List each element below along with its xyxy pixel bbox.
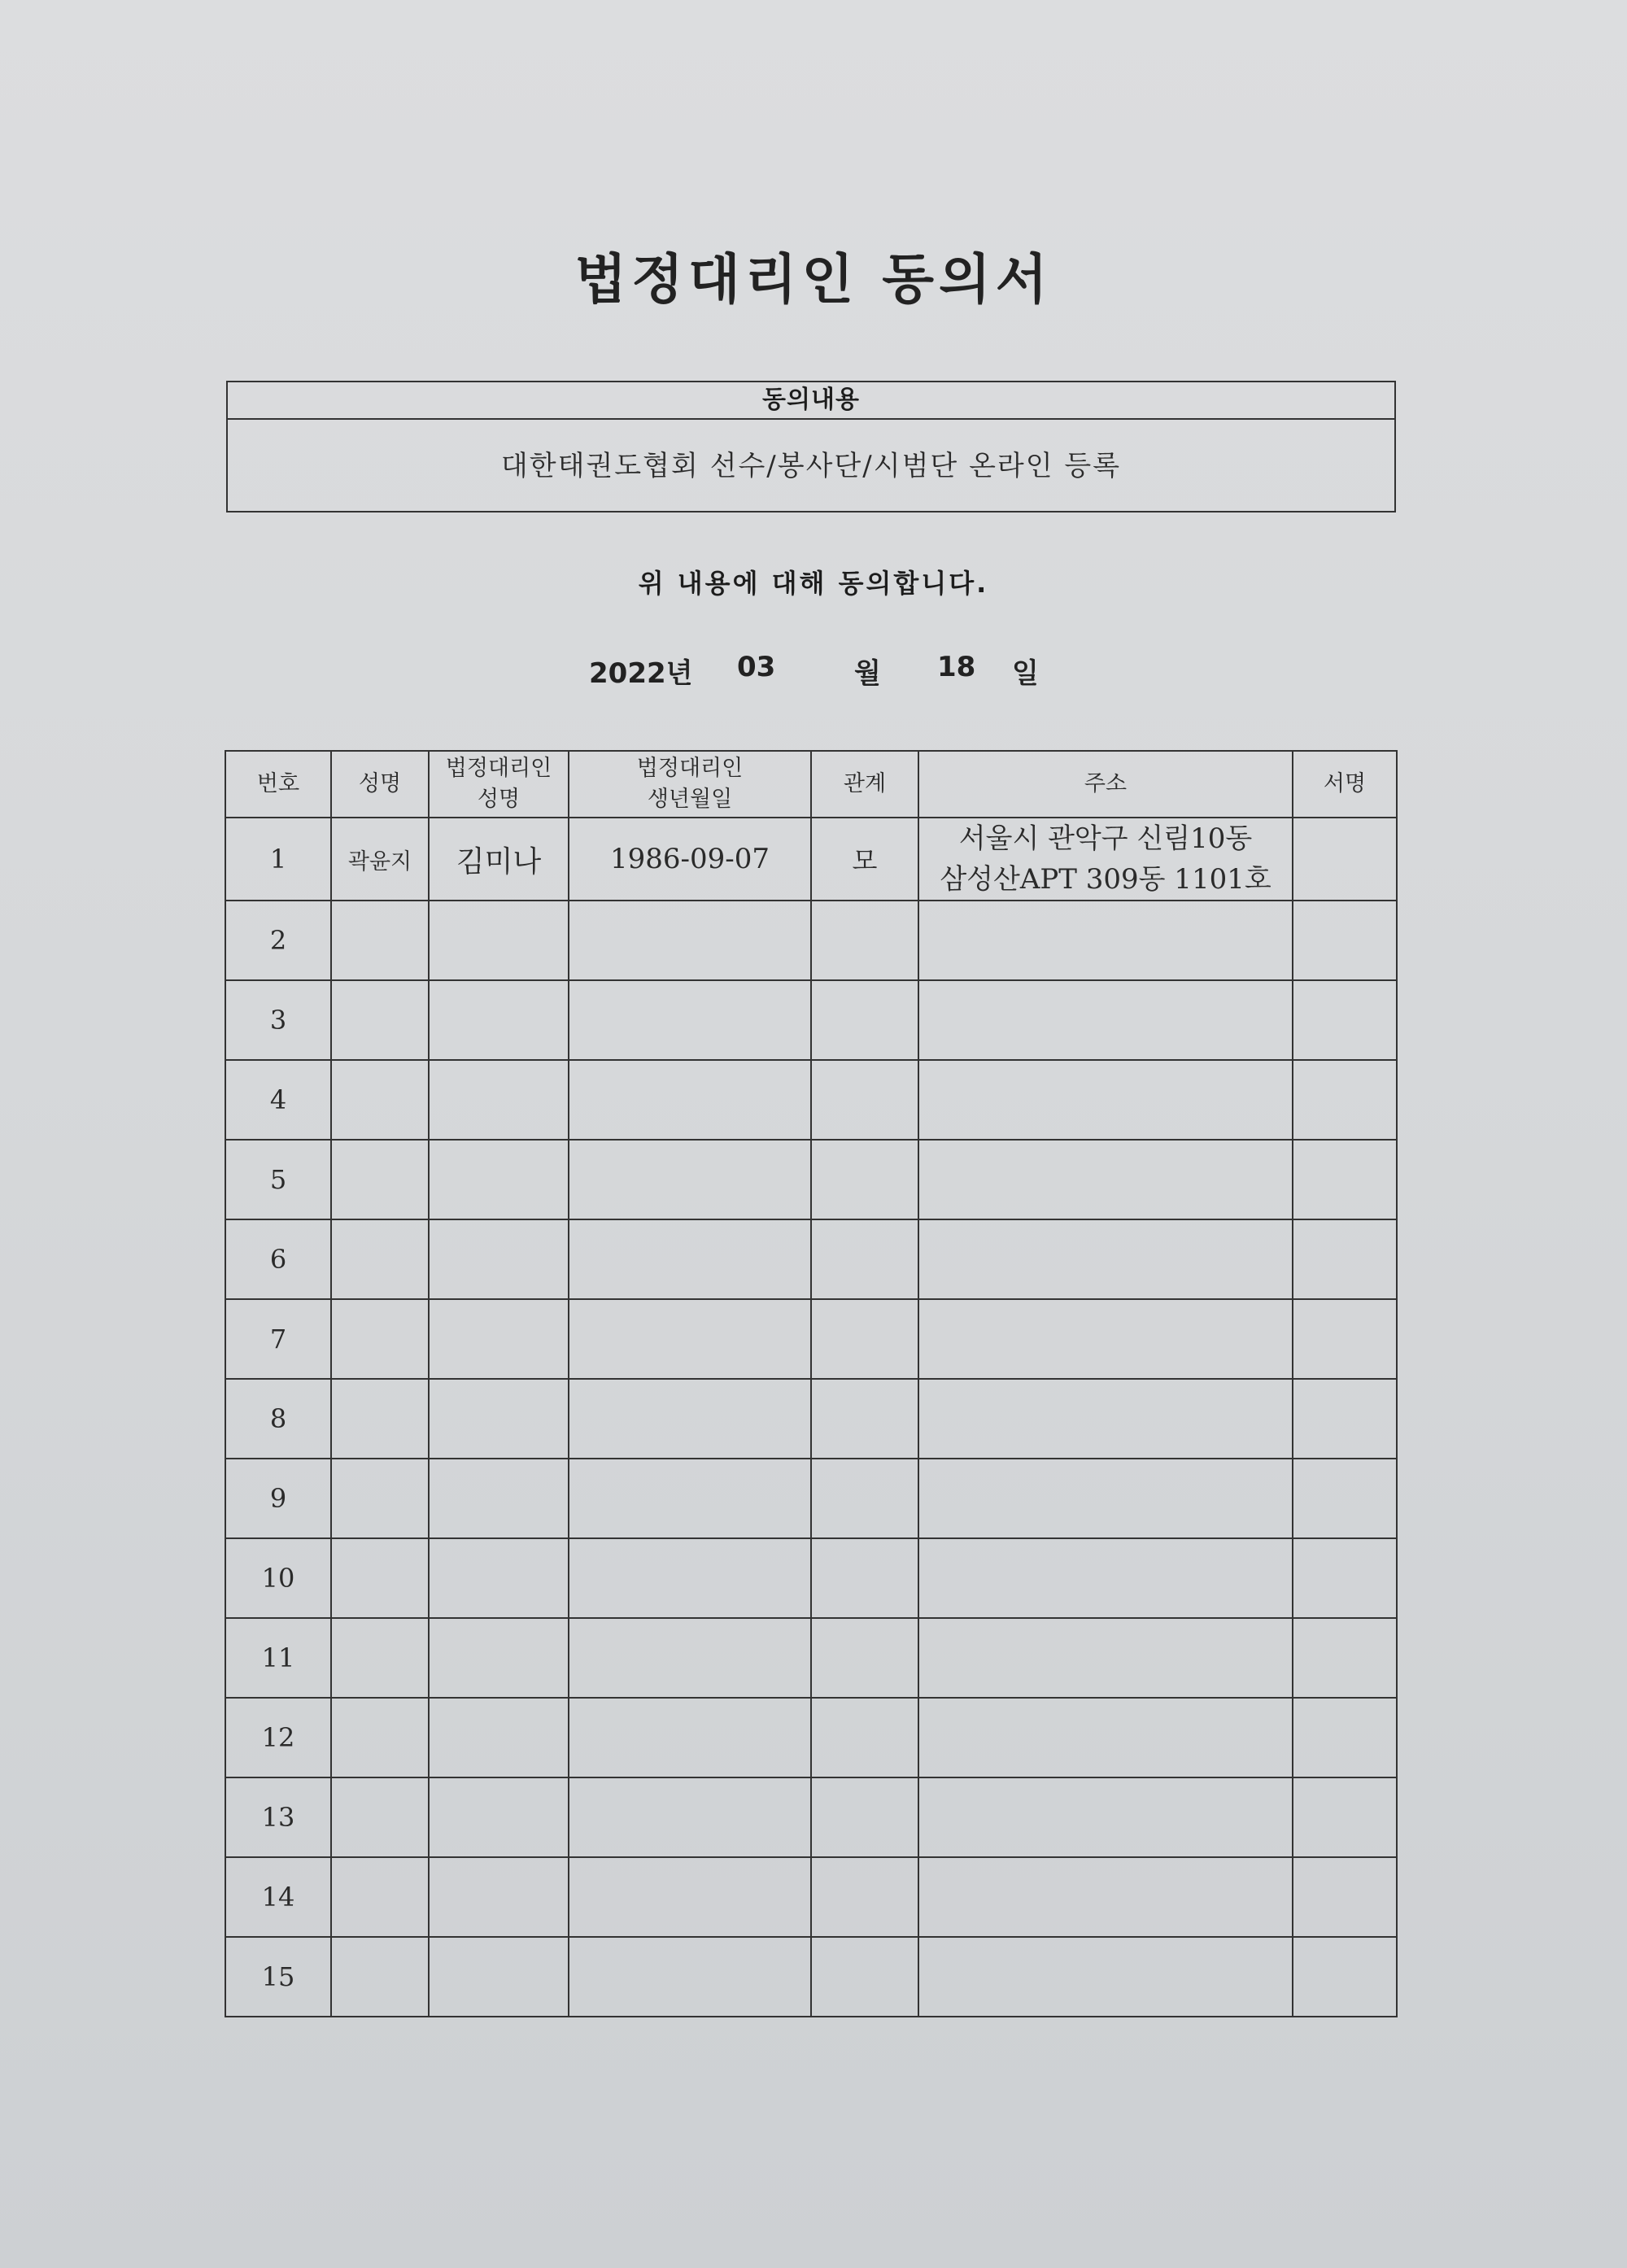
cell-name[interactable] bbox=[331, 1379, 429, 1459]
cell-address[interactable] bbox=[918, 980, 1293, 1060]
cell-relation[interactable] bbox=[811, 1060, 918, 1140]
table-row bbox=[225, 901, 1397, 980]
table-row bbox=[225, 818, 1397, 901]
cell-signature[interactable] bbox=[1293, 1937, 1397, 2017]
cell-relation[interactable] bbox=[811, 1777, 918, 1857]
cell-signature[interactable] bbox=[1293, 1698, 1397, 1777]
cell-address[interactable] bbox=[918, 1618, 1293, 1698]
cell-guardian-name[interactable] bbox=[429, 1060, 569, 1140]
cell-address[interactable] bbox=[918, 1140, 1293, 1219]
table-row bbox=[225, 1379, 1397, 1459]
cell-relation[interactable] bbox=[811, 1379, 918, 1459]
table-header-row bbox=[225, 751, 1397, 818]
header-guardian-name-line1: 법정대리인 bbox=[445, 756, 552, 781]
cell-name[interactable] bbox=[331, 1777, 429, 1857]
table-row bbox=[225, 1219, 1397, 1299]
cell-address-line1: 서울시 관악구 신림10동 bbox=[958, 822, 1253, 855]
cell-guardian-name[interactable] bbox=[429, 1698, 569, 1777]
cell-no: 12 bbox=[225, 1698, 331, 1777]
cell-guardian-name[interactable] bbox=[429, 1459, 569, 1538]
header-no: 번호 bbox=[225, 751, 331, 818]
guardian-roster-table bbox=[225, 750, 1398, 2017]
cell-address[interactable] bbox=[918, 901, 1293, 980]
cell-address[interactable] bbox=[918, 1538, 1293, 1618]
date-month: 03 bbox=[737, 651, 776, 683]
cell-guardian-name[interactable] bbox=[429, 1777, 569, 1857]
table-row bbox=[225, 1459, 1397, 1538]
cell-guardian-birth[interactable] bbox=[569, 1777, 811, 1857]
cell-signature[interactable] bbox=[1293, 1299, 1397, 1379]
cell-no: 1 bbox=[225, 818, 331, 901]
table-row bbox=[225, 1140, 1397, 1219]
cell-relation[interactable] bbox=[811, 1299, 918, 1379]
table-row bbox=[225, 1857, 1397, 1937]
cell-signature[interactable] bbox=[1293, 1777, 1397, 1857]
consent-content-header: 동의내용 bbox=[228, 382, 1394, 420]
table-row bbox=[225, 1299, 1397, 1379]
cell-address[interactable] bbox=[918, 1937, 1293, 2017]
table-row bbox=[225, 1777, 1397, 1857]
cell-address[interactable] bbox=[918, 1060, 1293, 1140]
cell-name[interactable] bbox=[331, 1299, 429, 1379]
cell-name[interactable] bbox=[331, 1857, 429, 1937]
cell-signature[interactable] bbox=[1293, 980, 1397, 1060]
cell-no: 10 bbox=[225, 1538, 331, 1618]
cell-name[interactable] bbox=[331, 1140, 429, 1219]
cell-relation[interactable] bbox=[811, 1538, 918, 1618]
cell-relation[interactable] bbox=[811, 1459, 918, 1538]
header-address: 주소 bbox=[918, 751, 1293, 818]
cell-signature[interactable] bbox=[1293, 1219, 1397, 1299]
cell-relation[interactable] bbox=[811, 901, 918, 980]
header-guardian-birth-line2: 생년월일 bbox=[647, 787, 733, 812]
cell-no: 7 bbox=[225, 1299, 331, 1379]
table-row bbox=[225, 980, 1397, 1060]
cell-guardian-birth[interactable] bbox=[569, 980, 811, 1060]
cell-address[interactable] bbox=[918, 1857, 1293, 1937]
cell-name[interactable] bbox=[331, 1618, 429, 1698]
cell-address bbox=[918, 818, 1293, 901]
cell-guardian-birth[interactable] bbox=[569, 1459, 811, 1538]
cell-guardian-birth[interactable] bbox=[569, 1857, 811, 1937]
cell-guardian-name[interactable] bbox=[429, 1299, 569, 1379]
agreement-statement: 위 내용에 대해 동의합니다. bbox=[638, 568, 989, 599]
header-relation: 관계 bbox=[811, 751, 918, 818]
cell-guardian-birth[interactable] bbox=[569, 1060, 811, 1140]
cell-name[interactable] bbox=[331, 980, 429, 1060]
cell-signature[interactable] bbox=[1293, 1538, 1397, 1618]
cell-guardian-birth[interactable] bbox=[569, 1299, 811, 1379]
cell-guardian-name[interactable] bbox=[429, 1618, 569, 1698]
cell-no: 8 bbox=[225, 1379, 331, 1459]
cell-relation[interactable] bbox=[811, 1219, 918, 1299]
cell-name[interactable] bbox=[331, 1219, 429, 1299]
header-guardian-name-line2: 성명 bbox=[477, 787, 521, 812]
cell-relation[interactable] bbox=[811, 1140, 918, 1219]
cell-no: 5 bbox=[225, 1140, 331, 1219]
table-row bbox=[225, 1538, 1397, 1618]
table-row bbox=[225, 1937, 1397, 2017]
cell-guardian-birth[interactable] bbox=[569, 1379, 811, 1459]
cell-guardian-name: 김미나 bbox=[429, 818, 569, 901]
cell-relation[interactable] bbox=[811, 980, 918, 1060]
date-month-unit: 월 bbox=[854, 657, 881, 690]
cell-guardian-birth[interactable] bbox=[569, 1140, 811, 1219]
cell-guardian-birth[interactable] bbox=[569, 1538, 811, 1618]
header-guardian-birth-line1: 법정대리인 bbox=[636, 756, 744, 781]
page-title: 법정대리인 동의서 bbox=[574, 248, 1053, 311]
cell-guardian-birth[interactable] bbox=[569, 1219, 811, 1299]
header-guardian-birth bbox=[569, 751, 811, 818]
cell-address[interactable] bbox=[918, 1299, 1293, 1379]
cell-guardian-name[interactable] bbox=[429, 1538, 569, 1618]
cell-relation[interactable] bbox=[811, 1937, 918, 2017]
cell-relation: 모 bbox=[811, 818, 918, 901]
cell-guardian-name[interactable] bbox=[429, 980, 569, 1060]
cell-name[interactable] bbox=[331, 1937, 429, 2017]
cell-address[interactable] bbox=[918, 1698, 1293, 1777]
cell-guardian-birth: 1986-09-07 bbox=[569, 818, 811, 901]
cell-guardian-name[interactable] bbox=[429, 1379, 569, 1459]
table-row bbox=[225, 1698, 1397, 1777]
cell-address[interactable] bbox=[918, 1219, 1293, 1299]
cell-address[interactable] bbox=[918, 1777, 1293, 1857]
cell-name[interactable] bbox=[331, 1459, 429, 1538]
cell-no: 3 bbox=[225, 980, 331, 1060]
cell-guardian-birth[interactable] bbox=[569, 901, 811, 980]
cell-name[interactable] bbox=[331, 1698, 429, 1777]
consent-content-box bbox=[226, 381, 1396, 512]
cell-signature[interactable] bbox=[1293, 1857, 1397, 1937]
cell-relation[interactable] bbox=[811, 1618, 918, 1698]
cell-name[interactable] bbox=[331, 1060, 429, 1140]
cell-no: 2 bbox=[225, 901, 331, 980]
cell-signature[interactable] bbox=[1293, 1060, 1397, 1140]
cell-no: 4 bbox=[225, 1060, 331, 1140]
cell-name[interactable] bbox=[331, 1538, 429, 1618]
cell-guardian-birth[interactable] bbox=[569, 1698, 811, 1777]
cell-no: 15 bbox=[225, 1937, 331, 2017]
cell-address-line2: 삼성산APT 309동 1101호 bbox=[940, 863, 1272, 896]
date-year: 2022년 bbox=[589, 657, 693, 690]
cell-relation[interactable] bbox=[811, 1857, 918, 1937]
table-row bbox=[225, 1618, 1397, 1698]
cell-guardian-name[interactable] bbox=[429, 1937, 569, 2017]
cell-signature[interactable] bbox=[1293, 1618, 1397, 1698]
cell-guardian-birth[interactable] bbox=[569, 1937, 811, 2017]
date-day-unit: 일 bbox=[1012, 657, 1039, 690]
cell-no: 14 bbox=[225, 1857, 331, 1937]
table-row bbox=[225, 1060, 1397, 1140]
cell-signature[interactable] bbox=[1293, 1140, 1397, 1219]
cell-guardian-name[interactable] bbox=[429, 901, 569, 980]
cell-guardian-name[interactable] bbox=[429, 1857, 569, 1937]
cell-no: 6 bbox=[225, 1219, 331, 1299]
cell-guardian-name[interactable] bbox=[429, 1140, 569, 1219]
cell-signature[interactable] bbox=[1293, 1459, 1397, 1538]
cell-signature[interactable] bbox=[1293, 901, 1397, 980]
cell-no: 9 bbox=[225, 1459, 331, 1538]
cell-address[interactable] bbox=[918, 1379, 1293, 1459]
date-day: 18 bbox=[937, 651, 976, 683]
cell-guardian-name[interactable] bbox=[429, 1219, 569, 1299]
cell-relation[interactable] bbox=[811, 1698, 918, 1777]
header-name: 성명 bbox=[331, 751, 429, 818]
cell-name[interactable] bbox=[331, 901, 429, 980]
header-signature: 서명 bbox=[1293, 751, 1397, 818]
cell-name: 곽윤지 bbox=[331, 818, 429, 901]
header-guardian-name bbox=[429, 751, 569, 818]
cell-signature[interactable] bbox=[1293, 818, 1397, 901]
consent-content-body: 대한태권도협회 선수/봉사단/시범단 온라인 등록 bbox=[500, 450, 1122, 482]
cell-no: 13 bbox=[225, 1777, 331, 1857]
cell-address[interactable] bbox=[918, 1459, 1293, 1538]
cell-guardian-birth[interactable] bbox=[569, 1618, 811, 1698]
cell-signature[interactable] bbox=[1293, 1379, 1397, 1459]
cell-no: 11 bbox=[225, 1618, 331, 1698]
